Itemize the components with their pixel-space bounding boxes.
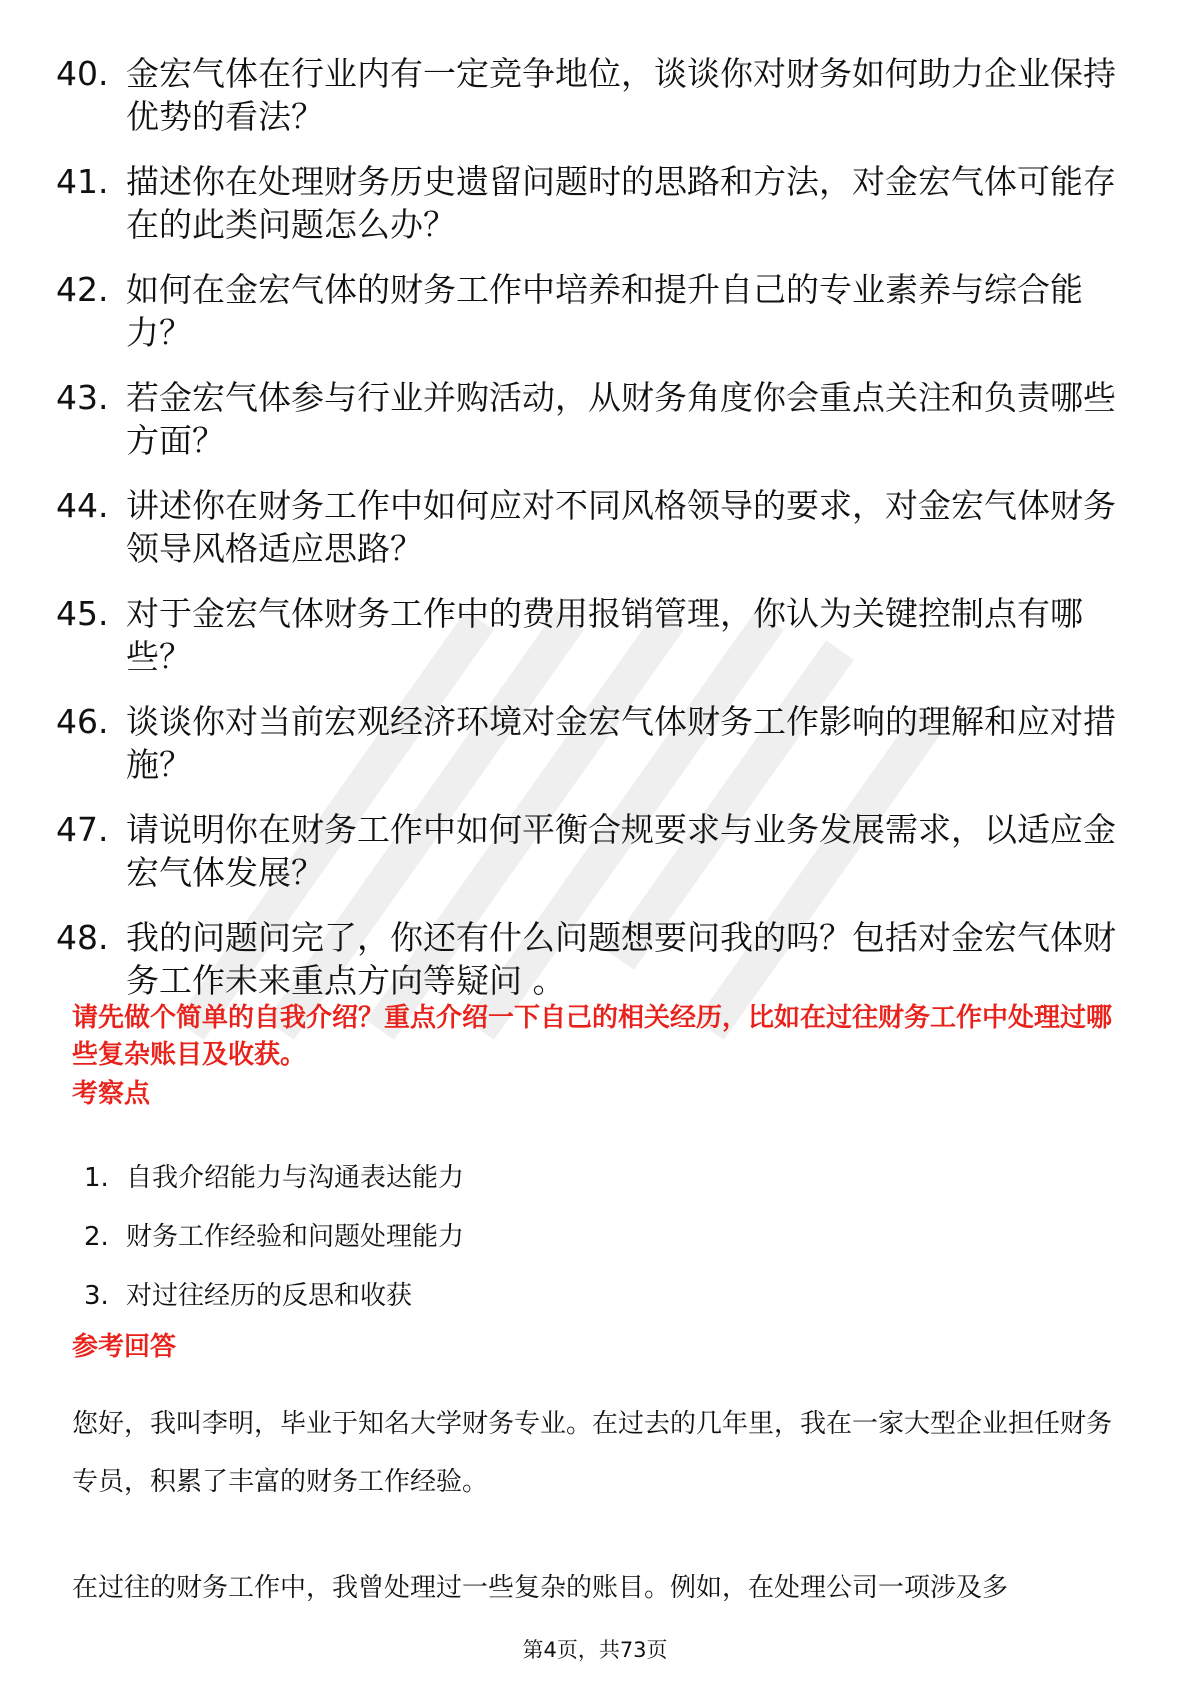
answer-paragraph: 在过往的财务工作中，我曾处理过一些复杂的账目。例如，在处理公司一项涉及多 (72, 1573, 1009, 1603)
question-item (56, 268, 1136, 354)
question-item (56, 592, 1136, 678)
question-text: 我的问题问完了，你还有什么问题想要问我的吗？包括对金宏气体财务工作未来重点方向等疑问 。 (126, 918, 1116, 1000)
focus-point-text: 财务工作经验和问题处理能力 (126, 1222, 465, 1252)
question-list (56, 52, 1136, 1024)
focus-point (84, 1278, 1084, 1314)
question-number: 46. (56, 702, 109, 741)
answer-paragraph: 您好，我叫李明，毕业于知名大学财务专业。在过去的几年里，我在一家大型企业担任财务专员，积累了丰富的财务工作经验。 (72, 1409, 1113, 1497)
question-number: 45. (56, 594, 109, 633)
question-number: 42. (56, 270, 109, 309)
question-item (56, 700, 1136, 786)
focus-point (84, 1219, 1084, 1255)
focus-point-number: 3. (84, 1281, 109, 1311)
focus-point-text: 对过往经历的反思和收获 (126, 1281, 413, 1311)
focus-point (84, 1160, 1084, 1196)
question-item (56, 52, 1136, 138)
question-text: 金宏气体在行业内有一定竞争地位，谈谈你对财务如何助力企业保持优势的看法？ (126, 54, 1116, 136)
question-number: 41. (56, 162, 109, 201)
question-number: 47. (56, 810, 109, 849)
question-text: 讲述你在财务工作中如何应对不同风格领导的要求，对金宏气体财务领导风格适应思路？ (126, 486, 1116, 568)
question-text: 谈谈你对当前宏观经济环境对金宏气体财务工作影响的理解和应对措施？ (126, 702, 1116, 784)
question-text: 若金宏气体参与行业并购活动，从财务角度你会重点关注和负责哪些方面？ (126, 378, 1116, 460)
answer-section-title: 参考回答 (72, 1332, 177, 1362)
question-text: 描述你在处理财务历史遗留问题时的思路和方法，对金宏气体可能存在的此类问题怎么办？ (126, 162, 1116, 244)
page-footer: 第4页，共73页 (522, 1638, 668, 1662)
question-number: 44. (56, 486, 109, 525)
focus-point-number: 2. (84, 1222, 109, 1252)
question-number: 48. (56, 918, 109, 957)
focus-point-list (84, 1160, 1084, 1337)
focus-point-text: 自我介绍能力与沟通表达能力 (126, 1163, 465, 1193)
featured-question: 请先做个简单的自我介绍？重点介绍一下自己的相关经历，比如在过往财务工作中处理过哪些复杂账目及收获。 (72, 1003, 1113, 1070)
question-item (56, 484, 1136, 570)
question-item (56, 376, 1136, 462)
question-text: 对于金宏气体财务工作中的费用报销管理，你认为关键控制点有哪些？ (126, 594, 1083, 676)
question-item (56, 160, 1136, 246)
question-number: 40. (56, 54, 109, 93)
focus-point-number: 1. (84, 1163, 109, 1193)
question-number: 43. (56, 378, 109, 417)
question-item (56, 808, 1136, 894)
question-text: 请说明你在财务工作中如何平衡合规要求与业务发展需求，以适应金宏气体发展？ (126, 810, 1116, 892)
focus-section-title: 考察点 (72, 1079, 151, 1109)
question-item (56, 916, 1136, 1002)
question-text: 如何在金宏气体的财务工作中培养和提升自己的专业素养与综合能力？ (126, 270, 1083, 352)
